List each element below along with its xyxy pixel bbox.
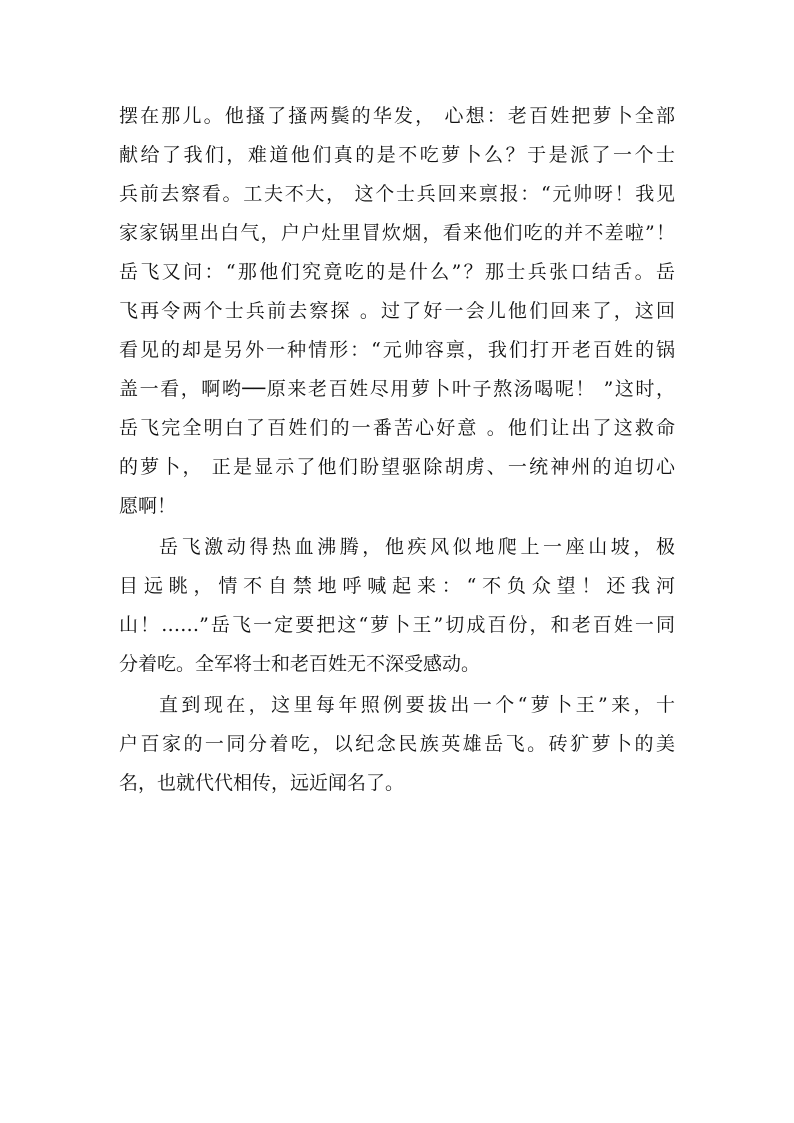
text-line: 献给了我们，难道他们真的是不吃萝卜么？于是派了一个士: [119, 144, 675, 166]
paragraph-2: [119, 528, 675, 684]
text-line: 岳飞又问：“那他们究竟吃的是什么”？那士兵张口结舌。岳: [119, 261, 675, 283]
text-line: 直到现在，这里每年照例要拔出一个“萝卜王”来，十: [159, 694, 675, 716]
text-line: 盖一看，啊哟──原来老百姓尽用萝卜叶子熬汤喝呢！ ”这时，: [119, 378, 675, 400]
text-line: 摆在那儿。他搔了搔两鬓的华发， 心想：老百姓把萝卜全部: [119, 105, 675, 127]
body-text: [119, 97, 675, 803]
paragraph-1: [119, 97, 675, 526]
text-line: 岳飞完全明白了百姓们的一番苦心好意 。他们让出了这救命: [119, 417, 675, 439]
text-line: 的萝卜， 正是显示了他们盼望驱除胡虏、一统神州的迫切心: [119, 456, 675, 478]
text-line: 分着吃。全军将士和老百姓无不深受感动。: [119, 653, 481, 675]
text-line: 目远眺，情不自禁地呼喊起来：“不负众望！还我河: [119, 575, 675, 597]
text-line: 兵前去察看。工夫不大， 这个士兵回来禀报：“元帅呀！我见: [119, 183, 675, 205]
text-line: 家家锅里出白气，户户灶里冒炊烟，看来他们吃的并不差啦”！: [119, 222, 675, 244]
paragraph-3: [119, 686, 675, 803]
text-line: 户百家的一同分着吃，以纪念民族英雄岳飞。砖犷萝卜的美: [119, 733, 675, 755]
text-line: 山！……”岳飞一定要把这“萝卜王”切成百份，和老百姓一同: [119, 614, 675, 636]
text-line: 岳飞激动得热血沸腾，他疾风似地爬上一座山坡，极: [159, 536, 675, 558]
text-line: 飞再令两个士兵前去察探 。过了好一会儿他们回来了，这回: [119, 300, 675, 322]
text-line: 看见的却是另外一种情形：“元帅容禀，我们打开老百姓的锅: [119, 339, 675, 361]
text-line: 愿啊！: [119, 495, 177, 517]
text-line: 名，也就代代相传，远近闻名了。: [119, 772, 405, 794]
